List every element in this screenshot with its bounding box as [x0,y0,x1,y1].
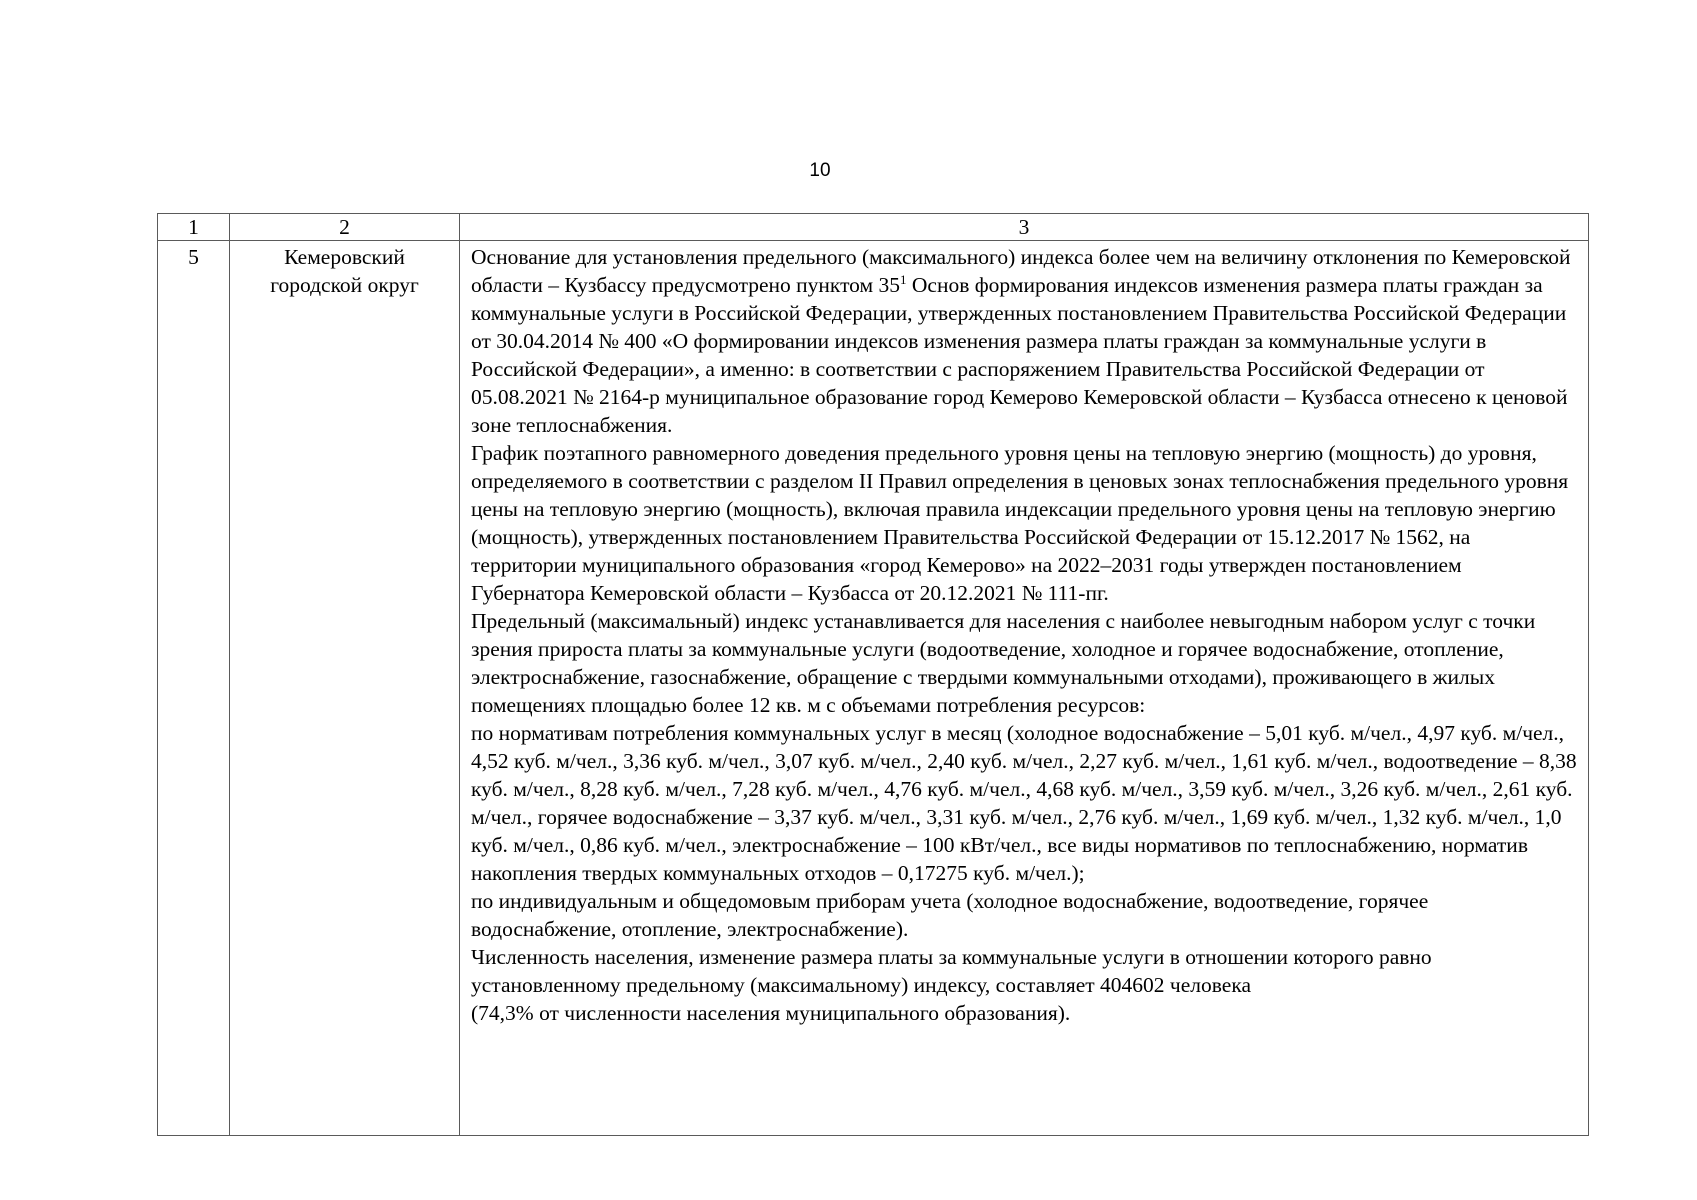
row-description [460,241,1589,1136]
header-col-3: 3 [460,214,1589,241]
norms-paragraph: по нормативам потребления коммунальных услуг в месяц (холодное водоснабжение – 5,01 куб. м/чел., 4,97 куб. м/чел., 4,52 куб. м/чел., 3,36 куб. м/чел., 3,07 куб. м/чел., 2,40 куб. м/чел., 2,27 куб. м/чел., 1,61 куб. м/чел., водоотведение – 8,38 куб. м/чел., 8,28 куб. м/чел., 7,28 куб. м/чел., 4,76 куб. м/чел., 4,68 куб. м/чел., 3,59 куб. м/чел., 3,26 куб. м/чел., 2,61 куб. м/чел., горячее водоснабжение – 3,37 куб. м/чел., 3,31 куб. м/чел., 2,76 куб. м/чел., 1,69 куб. м/чел., 1,32 куб. м/чел., 1,0 куб. м/чел., 0,86 куб. м/чел., электроснабжение – 100 кВт/чел., все виды нормативов по теплоснабжению, норматив накопления твердых коммунальных отходов – 0,17275 куб. м/чел.); [471,721,1577,885]
index-intro-paragraph: Предельный (максимальный) индекс устанавливается для населения с наиболее невыгодным набором услуг с точки зрения прироста платы за коммунальные услуги (водоотведение, холодное и горячее водоснабжение, отопление, электроснабжение, газоснабжение, обращение с твердыми коммунальными отходами), проживающего в жилых помещениях площадью более 12 кв. м с объемами потребления ресурсов: [471,609,1536,717]
basis-text-end: Основ формирования индексов изменения размера платы граждан за коммунальные услуги в Российской Федерации, утвержденных постановлением Правительства Российской Федерации от 30.04.2014 № 400 «О формировании индексов изменения размера платы граждан за коммунальные услуги в Российской Федерации», а именно: в соответствии с распоряжением Правительства Российской Федерации от 05.08.2021 № 2164-р муниципальное образование город Кемерово Кемеровской области – Кузбасса отнесено к ценовой зоне теплоснабжения. [471,273,1568,437]
page-number: 10 [809,160,831,181]
header-col-2: 2 [230,214,460,241]
schedule-paragraph: График поэтапного равномерного доведения предельного уровня цены на тепловую энергию (мощность) до уровня, определяемого в соответствии с разделом II Правил определения в ценовых зонах теплоснабжения предельного уровня цены на тепловую энергию (мощность), включая правила индексации предельного уровня цены на тепловую энергию (мощность), утвержденных постановлением Правительства Российской Федерации от 15.12.2017 № 1562, на территории муниципального образования «город Кемерово» на 2022–2031 годы утвержден постановлением Губернатора Кемеровской области – Кузбасса от 20.12.2021 № 111-пг. [471,441,1569,605]
header-col-1: 1 [158,214,230,241]
table-header-row [158,214,1589,241]
basis-text-start: Основание для установления предельного (максимального) индекса более чем на величину отклонения по Кемеровской области – Кузбассу предусмотрено пунктом 35 [471,245,1571,297]
footnote-superscript: 1 [900,272,907,287]
table-row [158,241,1589,1136]
basis-paragraph [471,243,1578,439]
index-table [157,213,1589,1136]
meters-paragraph: по индивидуальным и общедомовым приборам учета (холодное водоснабжение, водоотведение, горячее водоснабжение, отопление, электроснабжение). [471,889,1429,941]
population-share-paragraph: (74,3% от численности населения муниципального образования). [471,1001,1071,1025]
row-number: 5 [158,241,230,1136]
region-name: Кемеровский городской округ [230,241,460,1136]
population-paragraph: Численность населения, изменение размера платы за коммунальные услуги в отношении которого равно установленному предельному (максимальному) индексу, составляет 404602 человека [471,945,1432,997]
